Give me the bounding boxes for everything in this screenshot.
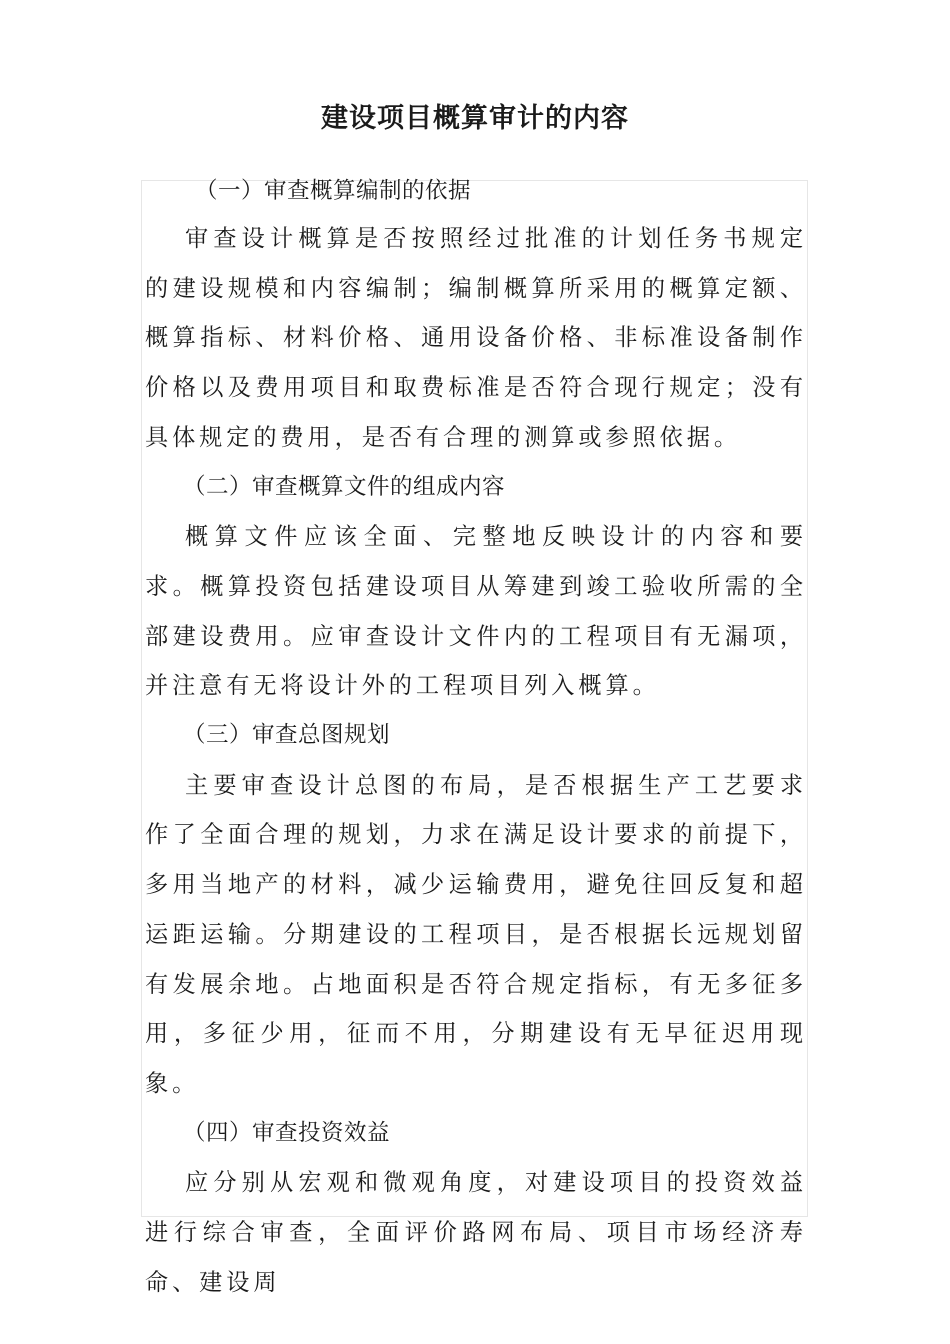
section-paragraph: 应分别从宏观和微观角度，对建设项目的投资效益进行综合审查，全面评价路网布局、项目市场经济寿命、建设周 (145, 1169, 807, 1296)
section-heading: （三）审查总图规划 (183, 722, 391, 749)
document-body (145, 168, 807, 1307)
document-title: 建设项目概算审计的内容 (321, 103, 629, 134)
section-heading: （一）审查概算编制的依据 (195, 178, 472, 204)
section-heading: （二）审查概算文件的组成内容 (183, 473, 506, 500)
section-heading: （四）审查投资效益 (183, 1119, 391, 1146)
section-paragraph: 主要审查设计总图的布局，是否根据生产工艺要求作了全面合理的规划，力求在满足设计要求的前提下，多用当地产的材料，减少运输费用，避免往回反复和超运距运输。分期建设的工程项目，是否根据长远规划留有发展余地。占地面积是否符合规定指标，有无多征多用，多征少用，征而不用，分期建设有无早征迟用现象。 (145, 771, 807, 1097)
section-paragraph: 审查设计概算是否按照经过批准的计划任务书规定的建设规模和内容编制；编制概算所采用的概算定额、概算指标、材料价格、通用设备价格、非标准设备制作价格以及费用项目和取费标准是否符合现行规定；没有具体规定的费用，是否有合理的测算或参照依据。 (145, 225, 807, 451)
section-paragraph: 概算文件应该全面、完整地反映设计的内容和要求。概算投资包括建设项目从筹建到竣工验收所需的全部建设费用。应审查设计文件内的工程项目有无漏项，并注意有无将设计外的工程项目列入概算。 (145, 523, 807, 700)
